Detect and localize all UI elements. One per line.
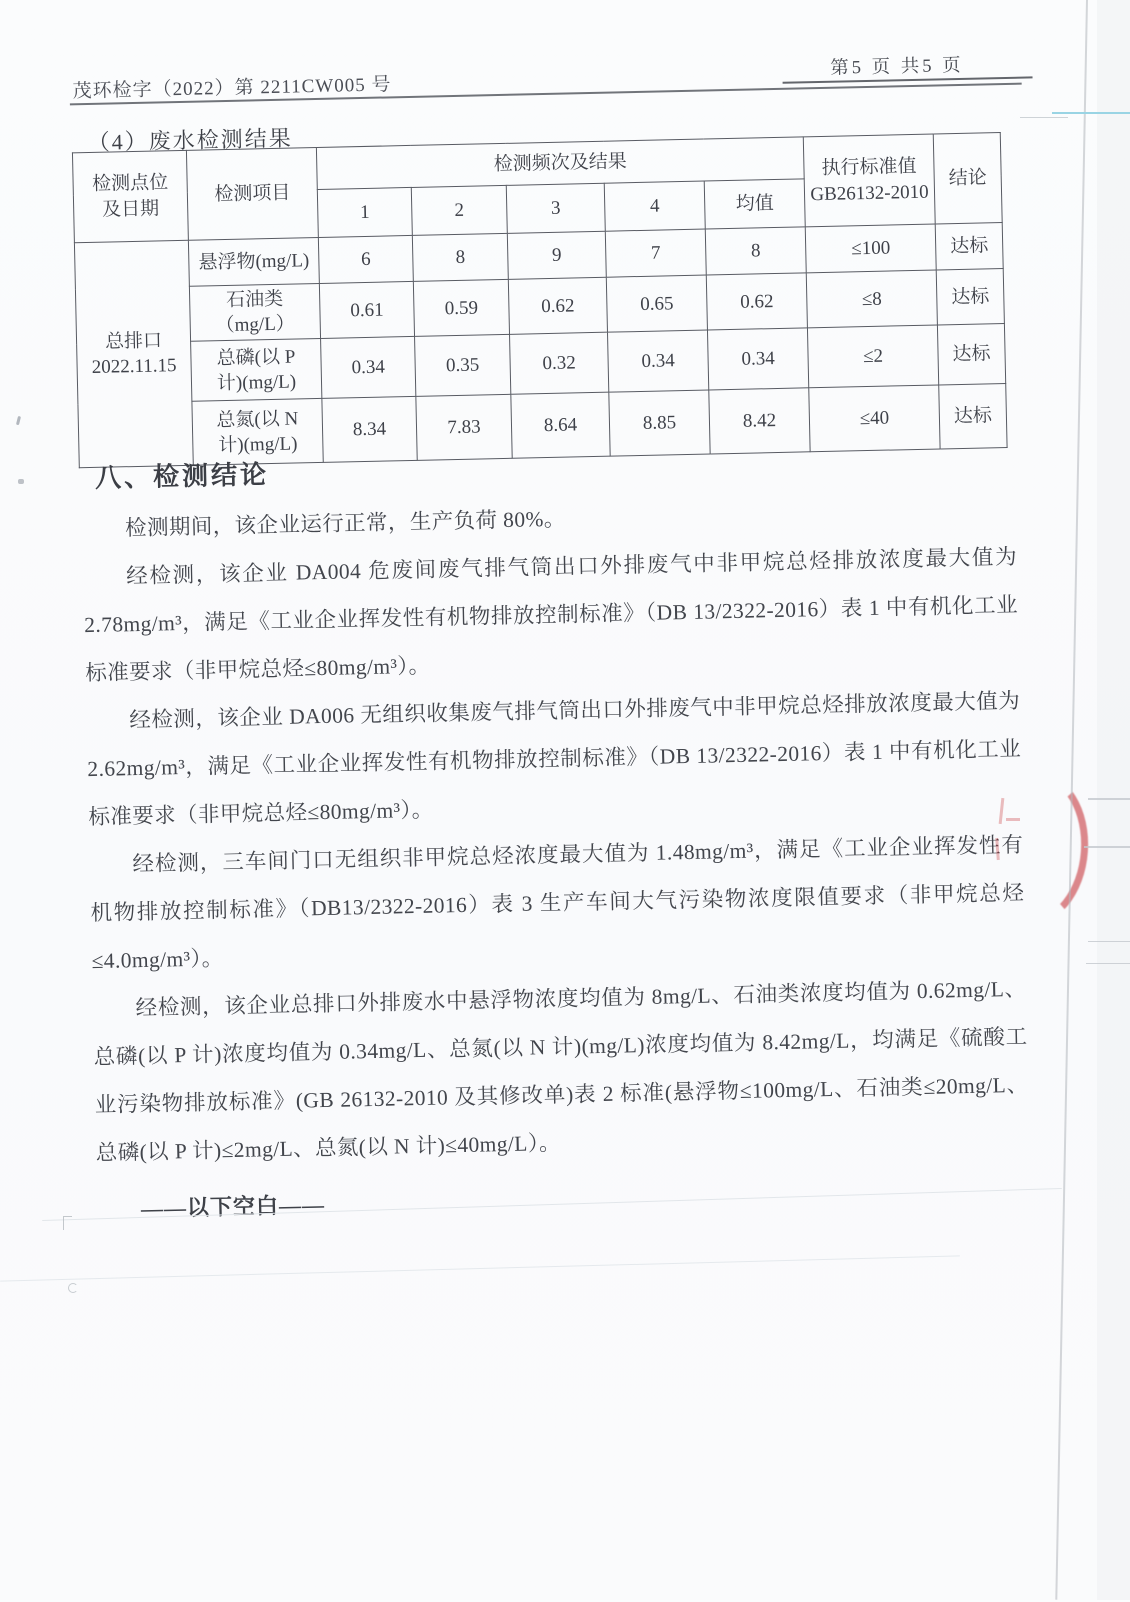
cell-value: 0.34	[321, 337, 416, 399]
end-of-content-note: ——以下空白——	[140, 1192, 326, 1222]
scan-blue-line	[1052, 112, 1130, 114]
cell-conclusion: 达标	[936, 269, 1004, 326]
conclusion-paragraph: 检测期间，该企业运行正常，生产负荷 80%。	[124, 506, 566, 541]
column-header-1: 1	[317, 187, 412, 237]
cell-value: 0.62	[508, 277, 607, 334]
column-header-point-date: 检测点位 及日期	[72, 150, 188, 242]
cell-standard: ≤2	[807, 325, 938, 388]
cell-value: 7	[605, 229, 706, 277]
cell-item: 石油类（mg/L）	[189, 283, 320, 341]
cell-value: 0.35	[415, 334, 511, 396]
scan-speck	[18, 479, 24, 484]
wastewater-results-table	[72, 132, 1008, 468]
cell-standard: ≤100	[805, 224, 936, 273]
cell-value: 0.32	[510, 332, 609, 394]
cell-conclusion: 达标	[935, 223, 1003, 270]
report-number: 茂环检字（2022）第 2211CW005 号	[72, 74, 392, 103]
page-number: 第5 页 共5 页	[830, 55, 964, 79]
column-header-4: 4	[604, 181, 705, 231]
table-title: （4）废水检测结果	[87, 125, 293, 155]
cell-value: 0.34	[607, 330, 708, 392]
conclusion-paragraph: 经检测，该企业总排口外排废水中悬浮物浓度均值为 8mg/L、石油类浓度均值为 0.62mg/L、总磷(以 P 计)浓度均值为 0.34mg/L、总氮(以 N 计)(mg/L)浓度均值为 8.42mg/L，均满足《硫酸工业污染物排放标准》(GB 26132-2010 及其修改单)表 2 标准(悬浮物≤100mg/L、石油类≤20mg/L、总磷(以 P 计)≤2mg/L、总氮(以 N 计)≤40mg/L）。	[93, 976, 1029, 1166]
column-header-standard: 执行标准值 GB26132-2010	[803, 134, 935, 227]
column-header-2: 2	[411, 185, 507, 235]
scan-speck	[68, 1283, 78, 1293]
cell-standard: ≤40	[809, 385, 940, 452]
cell-conclusion: 达标	[937, 324, 1005, 385]
scan-artifact-line	[1084, 846, 1130, 848]
cell-value: 7.83	[416, 394, 512, 460]
cell-point-date: 总排口 2022.11.15	[74, 240, 193, 468]
cell-value: 8.64	[511, 392, 610, 458]
cell-value: 8.85	[609, 390, 710, 456]
scan-artifact-line	[1088, 798, 1130, 800]
scan-artifact-line	[1020, 117, 1068, 118]
cell-value: 0.61	[319, 281, 414, 338]
cell-conclusion: 达标	[939, 384, 1007, 449]
cell-value: 0.65	[606, 275, 707, 332]
scan-artifact-line	[1088, 941, 1130, 942]
scan-edge-strip	[1097, 0, 1130, 1600]
column-header-mean: 均值	[704, 179, 805, 229]
section-heading: 八、检测结论	[94, 460, 270, 493]
cell-mean: 0.34	[707, 328, 808, 390]
cell-mean: 8	[705, 227, 806, 275]
conclusion-paragraph: 经检测，该企业 DA006 无组织收集废气排气筒出口外排废气中非甲烷总烃排放浓度最大值为 2.62mg/m³，满足《工业企业挥发性有机物排放控制标准》（DB 13/2322-2016）表 1 中有机化工业标准要求（非甲烷总烃≤80mg/m³）。	[87, 688, 1022, 830]
scan-artifact-line	[1086, 963, 1130, 964]
cell-mean: 8.42	[709, 388, 810, 454]
cell-item: 总氮(以 N 计)(mg/L)	[192, 399, 323, 466]
cell-value: 0.59	[413, 279, 509, 336]
cell-value: 8	[412, 233, 508, 281]
cell-value: 6	[318, 235, 413, 283]
cell-standard: ≤8	[806, 270, 937, 328]
conclusion-paragraph: 经检测，该企业 DA004 危废间废气排气筒出口外排废气中非甲烷总烃排放浓度最大值为 2.78mg/m³，满足《工业企业挥发性有机物排放控制标准》（DB 13/2322-2016）表 1 中有机化工业标准要求（非甲烷总烃≤80mg/m³）。	[83, 544, 1019, 686]
column-header-conclusion: 结论	[933, 133, 1002, 224]
cell-value: 8.34	[322, 397, 417, 463]
scan-speck	[63, 1216, 72, 1230]
red-seal-stroke	[1006, 818, 1020, 821]
conclusion-paragraph: 经检测，三车间门口无组织非甲烷总烃浓度最大值为 1.48mg/m³，满足《工业企业挥发性有机物排放控制标准》（DB13/2322-2016）表 3 生产车间大气污染物浓度限值要求（非甲烷总烃≤4.0mg/m³）。	[90, 832, 1025, 974]
column-header-frequency-results: 检测频次及结果	[316, 137, 804, 190]
cell-item: 总磷(以 P 计)(mg/L)	[191, 339, 322, 402]
conclusion-section	[81, 438, 1031, 1224]
cell-item: 悬浮物(mg/L)	[188, 237, 319, 286]
column-header-item: 检测项目	[186, 147, 318, 240]
cell-mean: 0.62	[706, 273, 807, 330]
cell-value: 9	[507, 231, 606, 279]
column-header-3: 3	[506, 183, 605, 233]
